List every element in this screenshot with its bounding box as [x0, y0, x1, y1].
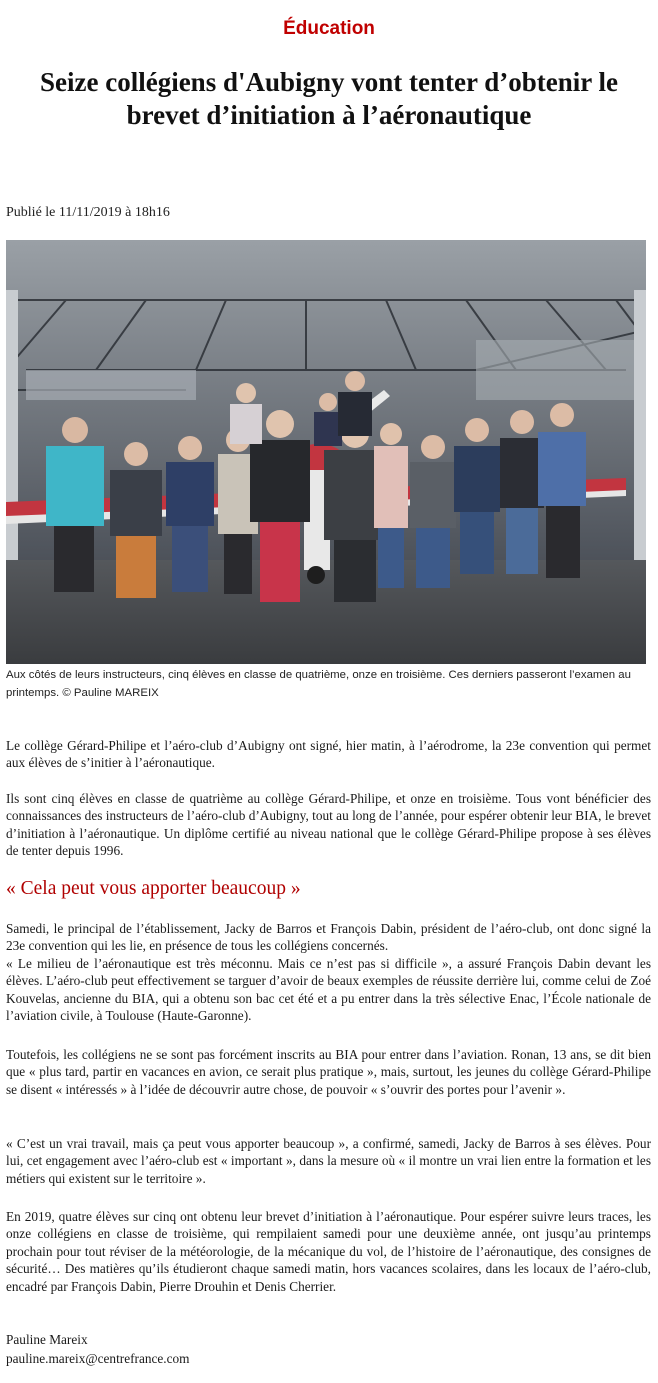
article-subheading: « Cela peut vous apporter beaucoup » [6, 878, 301, 899]
section-label[interactable]: Éducation [283, 18, 375, 39]
paragraph-motivations: Toutefois, les collégiens ne se sont pas forcément inscrits au BIA pour entrer dans l’aviation. Ronan, 13 ans, se dit bien que « plus tard, partir en vacances en avion, ce serait plus pratique », mais, surtout, les jeunes du collège Gérard-Philipe se disent « intéressés » à l’idée de découvrir autre chose, de pouvoir « s’ouvrir des portes pour l’avenir ». [6, 1047, 651, 1097]
paragraph-quote-dabin: « Le milieu de l’aéronautique est très méconnu. Mais ce n’est pas si difficile », a assuré François Dabin devant les élèves. L’aéro-club peut effectivement se targuer d’avoir de beaux exemples de réussite derrière lui, comme celui de Zoé Kouvelas, ancienne du BIA, qui a obtenu son bac cet été et a pu entrer dans la très sélective Enac, l’École nationale de l’aviation civile, à Toulouse (Haute-Garonne). [6, 956, 651, 1024]
author-email[interactable]: pauline.mareix@centrefrance.com [6, 1351, 190, 1366]
article-headline: Seize collégiens d'Aubigny vont tenter d’obtenir le brevet d’initiation à l’aéronautique [40, 67, 618, 130]
photo-caption: Aux côtés de leurs instructeurs, cinq élèves en classe de quatrième, onze en troisième. Ces derniers passeront l’examen au printemps. © Pauline MAREIX [6, 669, 631, 699]
author-name: Pauline Mareix [6, 1332, 88, 1347]
paragraph-quote-barros: « C’est un vrai travail, mais ça peut vous apporter beaucoup », a confirmé, samedi, Jacky de Barros à ses élèves. Pour lui, cet engagement avec l’aéro-club est « important », dans la mesure où « il montre un vrai lien entre la formation et les métiers qui existent sur le territoire ». [6, 1136, 651, 1186]
paragraph-convention: Samedi, le principal de l’établissement, Jacky de Barros et François Dabin, président de l’aéro-club, ont donc signé la 23e convention qui les lie, en présence de tous les collégiens concernés. [6, 921, 651, 954]
paragraph-intro: Le collège Gérard-Philipe et l’aéro-club d’Aubigny ont signé, hier matin, à l’aérodrome, la 23e convention qui permet aux élèves de s’initier à l’aéronautique. [6, 738, 651, 771]
publication-date: Publié le 11/11/2019 à 18h16 [6, 205, 170, 220]
paragraph-bia: Ils sont cinq élèves en classe de quatrième au collège Gérard-Philipe, et onze en troisième. Tous vont bénéficier des connaissances des instructeurs de l’aéro-club d’Aubigny, tout au long de l’année, pour espérer obtenir leur BIA, le brevet d’initiation à l’aéronautique. Un diplôme certifié au niveau national que le collège Gérard-Philipe propose à ses élèves de tenter depuis 1996. [6, 791, 651, 859]
paragraph-results: En 2019, quatre élèves sur cinq ont obtenu leur brevet d’initiation à l’aéronautique. Pour espérer suivre leurs traces, les onze collégiens en classe de troisième, qui rempilaient samedi pour une deuxième année, ont jusqu’au printemps prochain pour tout réviser de la météorologie, de la mécanique du vol, de l’histoire de l’aéronautique, des consignes de sécurité… Des matières qu’ils étudieront chaque samedi matin, hors vacances scolaires, dans les locaux de l’aéro-club, encadré par François Dabin, Pierre Drouhin et Denis Cherrier. [6, 1209, 651, 1294]
article-photo[interactable] [6, 240, 646, 664]
